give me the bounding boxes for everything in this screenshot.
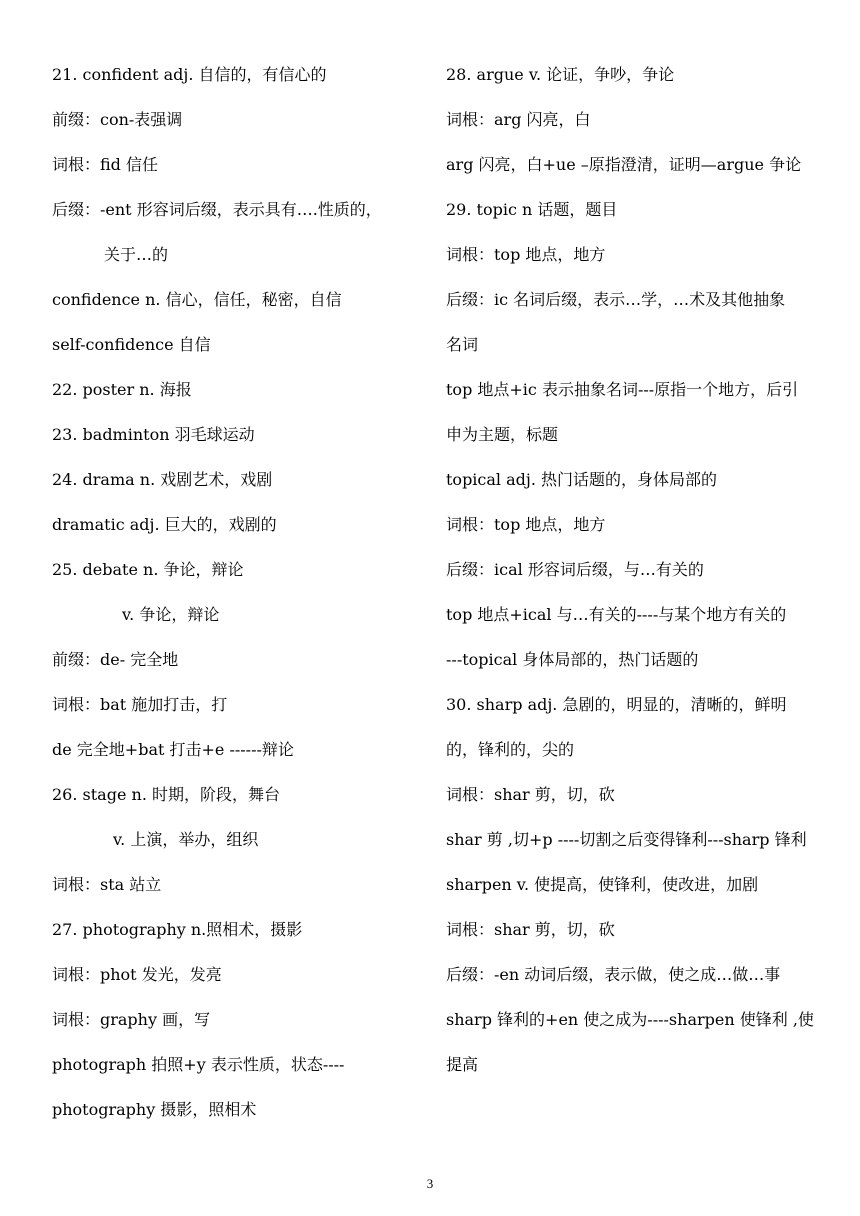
etymology-line-continued: photography 摄影，照相术: [52, 1100, 257, 1119]
vocab-entry-heading: 21. confident adj. 自信的，有信心的: [52, 65, 327, 84]
root-line: 词根：fid 信任: [52, 155, 159, 174]
derived-word-line: self-confidence 自信: [52, 335, 211, 354]
etymology-line: top 地点+ical 与…有关的----与某个地方有关的: [446, 605, 787, 624]
etymology-line: top 地点+ic 表示抽象名词---原指一个地方，后引: [446, 380, 799, 399]
root-line: 词根：sta 站立: [52, 875, 162, 894]
vocab-entry-heading: 30. sharp adj. 急剧的，明显的，清晰的，鲜明: [446, 695, 787, 714]
right-column: [446, 60, 818, 1095]
verb-sense-line: v. 争论，辩论: [122, 605, 220, 624]
suffix-line-continued: 名词: [446, 335, 479, 354]
suffix-line: 后缀：-ent 形容词后缀，表示具有….性质的，: [52, 200, 382, 219]
root-line: 词根：shar 剪，切，砍: [446, 920, 615, 939]
suffix-line: 后缀：ic 名词后缀，表示…学，…术及其他抽象: [446, 290, 786, 309]
prefix-line: 前缀：de- 完全地: [52, 650, 179, 669]
etymology-line: arg 闪亮，白+ue –原指澄清，证明—argue 争论: [446, 155, 802, 174]
derived-word-line: topical adj. 热门话题的，身体局部的: [446, 470, 718, 489]
vocab-entry-heading-continued: 的，锋利的，尖的: [446, 740, 575, 759]
etymology-line: de 完全地+bat 打击+e ------辩论: [52, 740, 294, 759]
etymology-line-continued: 提高: [446, 1055, 479, 1074]
root-line: 词根：shar 剪，切，砍: [446, 785, 615, 804]
suffix-line: 后缀：ical 形容词后缀，与…有关的: [446, 560, 704, 579]
etymology-line-continued: 申为主题，标题: [446, 425, 559, 444]
vocab-entry-heading: 22. poster n. 海报: [52, 380, 192, 399]
root-line: 词根：bat 施加打击，打: [52, 695, 228, 714]
vocab-entry-heading: 23. badminton 羽毛球运动: [52, 425, 255, 444]
root-line: 词根：phot 发光，发亮: [52, 965, 222, 984]
etymology-line: photograph 拍照+y 表示性质，状态----: [52, 1055, 345, 1074]
suffix-line: 后缀：-en 动词后缀，表示做，使之成…做…事: [446, 965, 781, 984]
vocab-entry-heading: 29. topic n 话题，题目: [446, 200, 618, 219]
root-line: 词根：graphy 画，写: [52, 1010, 211, 1029]
left-column: [52, 60, 422, 1140]
etymology-line: sharp 锋利的+en 使之成为----sharpen 使锋利 ,使: [446, 1010, 814, 1029]
vocab-entry-heading: 24. drama n. 戏剧艺术，戏剧: [52, 470, 273, 489]
page-number: 3: [426, 1176, 434, 1191]
verb-sense-line: v. 上演，举办，组织: [113, 830, 259, 849]
root-line: 词根：arg 闪亮，白: [446, 110, 591, 129]
suffix-line-continued: 关于…的: [104, 245, 169, 264]
vocab-entry-heading: 28. argue v. 论证，争吵，争论: [446, 65, 675, 84]
root-line: 词根：top 地点，地方: [446, 515, 606, 534]
etymology-line: shar 剪 ,切+p ----切割之后变得锋利---sharp 锋利: [446, 830, 807, 849]
derived-word-line: dramatic adj. 巨大的，戏剧的: [52, 515, 277, 534]
vocab-entry-heading: 26. stage n. 时期，阶段，舞台: [52, 785, 280, 804]
vocab-entry-heading: 27. photography n.照相术，摄影: [52, 920, 303, 939]
prefix-line: 前缀：con-表强调: [52, 110, 183, 129]
derived-word-line: sharpen v. 使提高，使锋利，使改进，加剧: [446, 875, 759, 894]
derived-word-line: confidence n. 信心，信任，秘密，自信: [52, 290, 342, 309]
vocab-entry-heading: 25. debate n. 争论，辩论: [52, 560, 244, 579]
etymology-line-continued: ---topical 身体局部的，热门话题的: [446, 650, 699, 669]
root-line: 词根：top 地点，地方: [446, 245, 606, 264]
